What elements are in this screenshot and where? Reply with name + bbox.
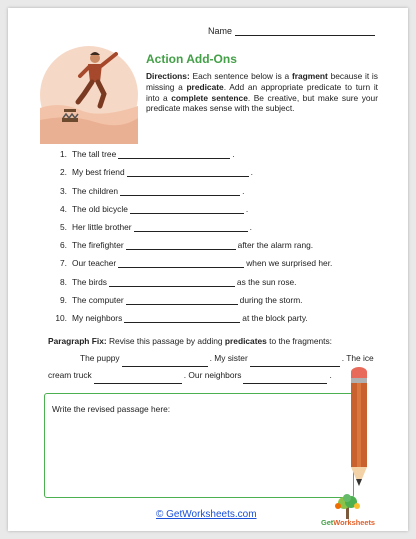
item-ending: . [249,221,252,232]
logo-part: Worksheets [333,518,376,527]
item-number: 8. [60,276,67,287]
directions-part: . Be creative, but make sure your predicate makes sense with the subject. [146,92,378,114]
item-subject: My neighbors [72,312,123,323]
item-ending: after the alarm rang. [237,240,314,251]
sentence-item [52,196,382,214]
logo-part: Get [320,518,334,527]
passage-line-2 [48,367,382,384]
sentence-item [52,141,382,159]
passage-fragment: cream truck [48,370,92,380]
item-ending: at the block party. [242,312,308,323]
item-subject: Our teacher [72,258,117,269]
item-subject: The children [72,185,119,196]
passage-line-1 [48,350,382,367]
sentence-item [52,250,382,268]
item-subject: The computer [72,294,124,305]
directions-label: Directions: [146,71,190,81]
item-subject: My best friend [72,167,125,178]
item-subject: The firefighter [72,240,124,251]
item-number: 4. [60,203,67,214]
directions-bold: fragment [291,71,328,81]
passage-fragment: . My sister [209,353,248,363]
directions-part: because it is missing a [146,71,378,92]
passage-fragment: The puppy [80,353,120,363]
sentence-list [52,141,382,323]
directions-bold: complete sentence [171,92,248,103]
passage-blank[interactable] [243,375,327,384]
item-ending: during the storm. [239,294,303,305]
item-number: 2. [60,167,67,178]
revised-passage-label: Write the revised passage here: [52,404,171,414]
tree-icon [314,494,382,520]
answer-blank[interactable] [124,315,240,323]
item-number: 3. [60,185,67,196]
answer-blank[interactable] [127,169,249,177]
name-label: Name [208,26,233,36]
item-subject: The birds [72,276,107,287]
jumping-boy-illustration [40,46,138,144]
item-subject: The tall tree [72,149,117,160]
answer-blank[interactable] [130,206,244,214]
answer-blank[interactable] [118,260,244,268]
sentence-item [52,177,382,195]
passage-fragment: . The ice [341,353,374,363]
item-ending: . [250,167,253,178]
passage-fragment: . [329,370,332,380]
directions-part: . Add an appropriate predicate to turn it into a [146,81,379,103]
sentence-item [52,305,382,323]
item-number: 9. [60,294,67,305]
item-ending: . [242,185,245,196]
paragraph-part: to the fragments: [266,336,333,346]
getworksheets-logo [314,494,382,530]
paragraph-bold: predicates [224,336,267,346]
pencil-icon [344,366,374,492]
item-number: 10. [55,312,67,323]
paragraph-fix-instructions [48,336,332,346]
answer-blank[interactable] [120,188,240,196]
item-subject: Her little brother [72,221,132,232]
sentence-item [52,287,382,305]
answer-blank[interactable] [118,151,230,159]
directions-part: Each sentence below is a [189,71,292,81]
item-number: 6. [60,240,67,251]
item-number: 1. [60,149,67,160]
worksheet-title: Action Add-Ons [146,52,237,66]
item-ending: . [245,203,249,214]
directions-text [146,71,378,114]
sentence-item [52,268,382,286]
footer-link[interactable]: © GetWorksheets.com [156,509,257,520]
answer-blank[interactable] [134,224,248,232]
paragraph-part: Revise this passage by adding [106,336,225,346]
worksheet-page [8,8,408,531]
item-ending: as the sun rose. [236,276,297,287]
paragraph-passage [48,350,382,384]
sentence-item [52,214,382,232]
item-ending: . [232,149,235,160]
passage-blank[interactable] [122,358,208,367]
logo-text [314,518,382,527]
name-blank[interactable] [235,27,375,36]
name-field [208,26,375,36]
answer-blank[interactable] [126,297,238,305]
item-number: 7. [60,258,67,269]
paragraph-fix-label: Paragraph Fix: [48,336,107,346]
sentence-item [52,232,382,250]
item-ending: when we surprised her. [246,258,333,269]
directions-bold: predicate [186,81,224,92]
item-subject: The old bicycle [72,203,128,214]
answer-blank[interactable] [109,279,235,287]
sentence-item [52,159,382,177]
passage-blank[interactable] [94,375,182,384]
answer-blank[interactable] [126,242,236,250]
item-number: 5. [60,221,67,232]
passage-blank[interactable] [250,358,340,367]
passage-fragment: . Our neighbors [183,370,242,380]
